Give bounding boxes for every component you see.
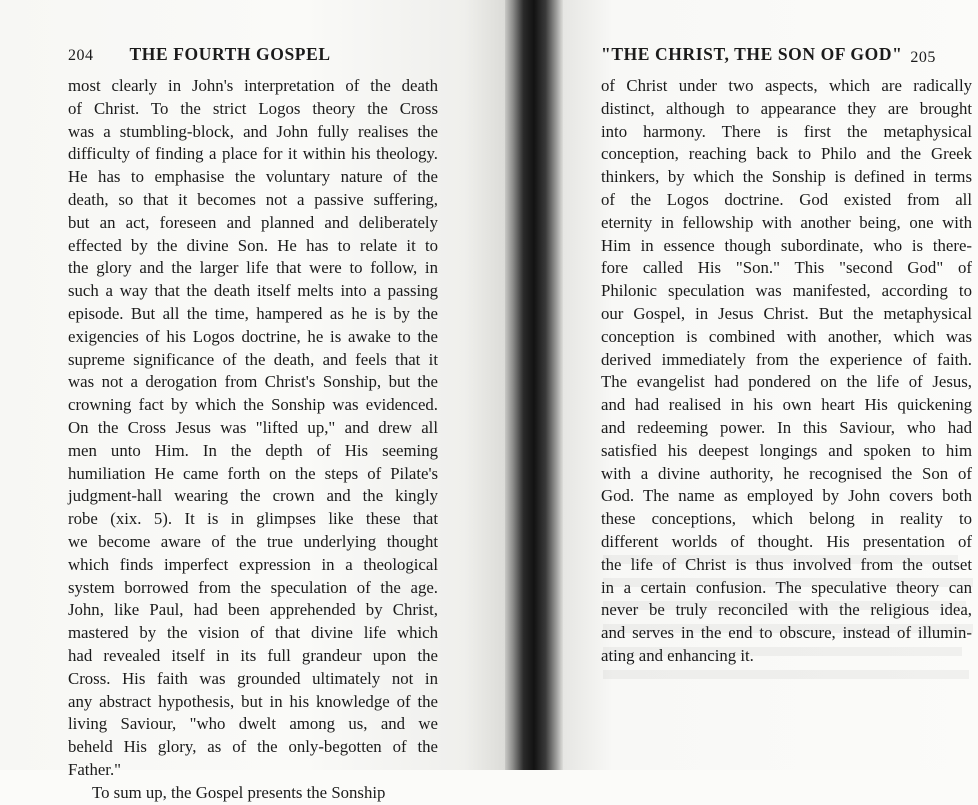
text-line: humiliation He came forth on the steps of Pilate's <box>68 463 438 483</box>
text-line: our Gospel, in Jesus Christ. But the metaphysical <box>601 303 972 323</box>
text-line: The evangelist had pondered on the life of Jesus, <box>601 372 972 392</box>
text-line: the glory and the larger life that were to follow, in <box>68 258 438 278</box>
text-line: mastered by the vision of that divine life which <box>68 623 438 643</box>
text-line: conception, reaching back to Philo and the Greek <box>601 144 972 164</box>
text-line: eternity in fellowship with another being, one with <box>601 212 972 232</box>
text-line: crowning fact by which the Sonship was evidenced. <box>68 395 438 415</box>
text-line: different worlds of thought. His presentation of <box>601 531 972 551</box>
text-line: Father." <box>68 759 121 779</box>
right-running-title: "THE CHRIST, THE SON OF GOD" <box>601 44 903 64</box>
text-line: beheld His glory, as of the only-begotten of the <box>68 737 438 757</box>
right-page-text <box>601 75 972 668</box>
text-line: distinct, although to appearance they are brought <box>601 98 972 118</box>
text-line: exigencies of his Logos doctrine, he is awake to the <box>68 326 438 346</box>
text-line: was not a derogation from Christ's Sonship, but the <box>68 372 438 392</box>
right-running-head <box>601 44 973 65</box>
text-line: judgment-hall wearing the crown and the kingly <box>68 486 438 506</box>
text-line: and had realised in his own heart His quickening <box>601 395 972 415</box>
text-line: and serves in the end to obscure, instead of illumin- <box>601 623 972 643</box>
text-line: satisfied his deepest longings and spoken to him <box>601 440 972 460</box>
right-page-number: 205 <box>910 49 936 66</box>
text-line: Him in essence though subordinate, who is there- <box>601 235 972 255</box>
left-page-text <box>68 75 438 805</box>
text-line: was a stumbling-block, and John fully realises the <box>68 121 438 141</box>
text-line: supreme significance of the death, and feels that it <box>68 349 438 369</box>
text-line: such a way that the death itself melts into a passing <box>68 281 438 301</box>
text-line: and redeeming power. In this Saviour, who had <box>601 417 972 437</box>
text-line: On the Cross Jesus was "lifted up," and drew all <box>68 417 438 437</box>
text-line: any abstract hypothesis, but in his knowledge of the <box>68 691 438 711</box>
text-line: fore called His "Son." This "second God" of <box>601 258 972 278</box>
text-line: the life of Christ is thus involved from the outset <box>601 554 972 574</box>
text-line: with a divine authority, he recognised the Son of <box>601 463 972 483</box>
book-gutter <box>505 0 563 770</box>
text-line: but an act, foreseen and planned and deliberately <box>68 212 438 232</box>
text-line: these conceptions, which belong in reality to <box>601 509 972 529</box>
text-line: conception is combined with another, which was <box>601 326 972 346</box>
text-line: difficulty of finding a place for it within his theology. <box>68 144 438 164</box>
right-page <box>563 0 978 770</box>
text-line: had revealed itself in its full grandeur upon the <box>68 645 438 665</box>
text-line: To sum up, the Gospel presents the Sonship <box>92 782 386 802</box>
text-line: most clearly in John's interpretation of the death <box>68 76 438 95</box>
left-running-title: THE FOURTH GOSPEL <box>129 44 331 64</box>
text-line: into harmony. There is first the metaphysical <box>601 121 972 141</box>
text-line: of the Logos doctrine. God existed from all <box>601 189 972 209</box>
text-line: death, so that it becomes not a passive suffering, <box>68 189 438 209</box>
text-line: of Christ under two aspects, which are radically <box>601 76 972 95</box>
text-line: in a certain confusion. The speculative theory can <box>601 577 972 597</box>
text-line: thinkers, by which the Sonship is defined in terms <box>601 167 972 187</box>
text-line: derived immediately from the experience of faith. <box>601 349 972 369</box>
text-line: episode. But all the time, hampered as he is by the <box>68 303 438 323</box>
text-line: of Christ. To the strict Logos theory the Cross <box>68 98 438 118</box>
text-line: He has to emphasise the voluntary nature of the <box>68 167 438 187</box>
text-line: Philonic speculation was manifested, according to <box>601 281 972 301</box>
text-line: men unto Him. In the depth of His seeming <box>68 440 438 460</box>
left-running-head <box>68 44 438 65</box>
left-page-number: 204 <box>68 47 94 64</box>
text-line: living Saviour, "who dwelt among us, and we <box>68 714 438 734</box>
text-line: robe (xix. 5). It is in glimpses like these that <box>68 509 438 529</box>
text-line: system borrowed from the speculation of the age. <box>68 577 438 597</box>
text-line: ating and enhancing it. <box>601 645 754 665</box>
text-line: which finds imperfect expression in a theological <box>68 554 438 574</box>
text-line: John, like Paul, had been apprehended by Christ, <box>68 600 438 620</box>
text-line: effected by the divine Son. He has to relate it to <box>68 235 438 255</box>
text-line: we become aware of the true underlying thought <box>68 531 438 551</box>
text-line: never be truly reconciled with the religious idea, <box>601 600 972 620</box>
text-line: Cross. His faith was grounded ultimately not in <box>68 668 438 688</box>
text-line: God. The name as employed by John covers both <box>601 486 972 506</box>
